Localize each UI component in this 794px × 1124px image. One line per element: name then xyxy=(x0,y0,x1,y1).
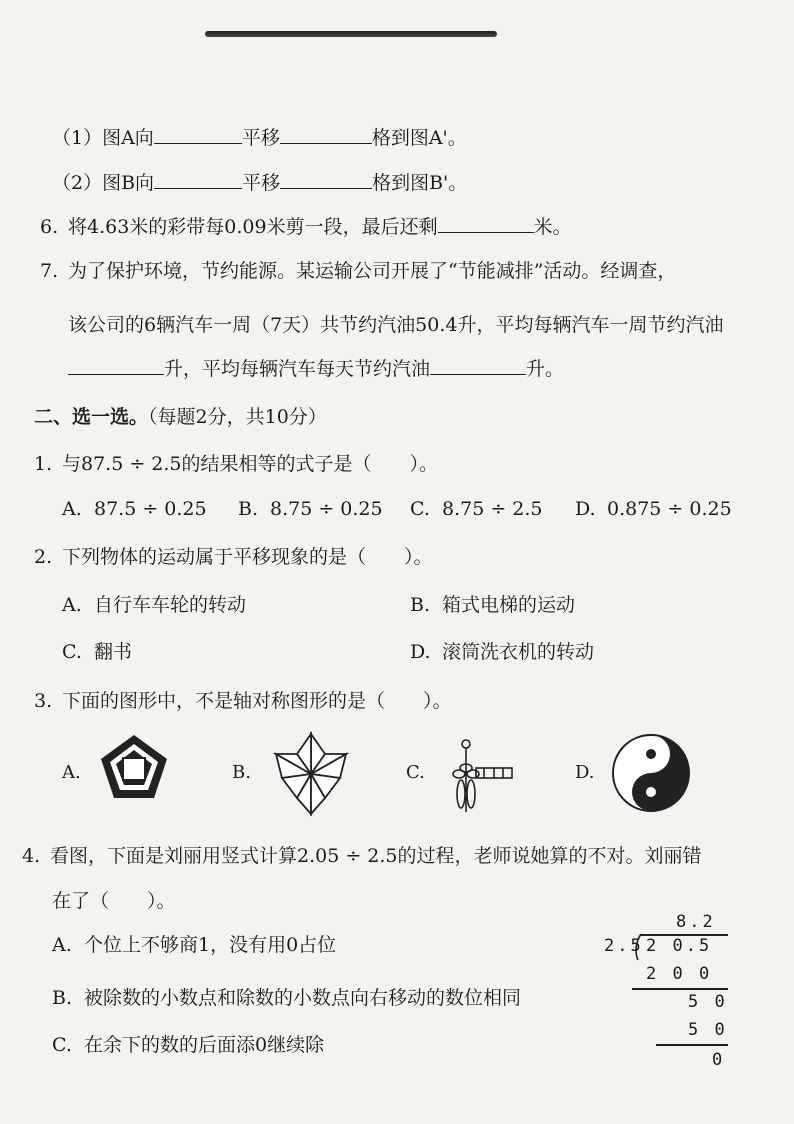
choice-2-text: 下列物体的运动属于平移现象的是（ ）。 xyxy=(62,546,433,568)
option-letter: D. xyxy=(575,498,596,520)
choice-2-option-d[interactable] xyxy=(410,639,594,665)
option-text: 自行车车轮的转动 xyxy=(94,594,247,616)
question-7-line3 xyxy=(68,356,564,382)
option-letter: A. xyxy=(62,498,82,520)
q5-part1-suffix: 格到图A'。 xyxy=(371,127,467,149)
pentagon-square-icon[interactable] xyxy=(98,732,170,802)
question-7-blank-week[interactable] xyxy=(68,356,164,375)
question-7-suffix: 升。 xyxy=(526,358,565,380)
question-7-text-3: 升，平均每辆汽车每天节约汽油 xyxy=(164,358,431,380)
question-7-text-2: 该公司的6辆汽车一周（7天）共节约汽油50.4升，平均每辆汽车一周节约汽油 xyxy=(68,314,724,336)
choice-2-option-b[interactable] xyxy=(410,592,575,618)
ld-rule-2 xyxy=(656,1044,728,1046)
question-6 xyxy=(40,214,572,240)
choice-1-option-a[interactable] xyxy=(62,496,207,522)
choice-3-option-a-letter: A. xyxy=(62,762,81,783)
choice-3-option-d-letter: D. xyxy=(575,762,595,783)
yin-yang-icon[interactable] xyxy=(610,732,692,814)
choice-1-text: 与87.5 ÷ 2.5的结果相等的式子是（ ）。 xyxy=(62,453,439,475)
question-7-line2 xyxy=(68,312,723,338)
choice-4-stem-line2 xyxy=(52,888,176,914)
question-6-number: 6. xyxy=(40,216,59,238)
ld-remainder-2: 0 xyxy=(712,1050,726,1070)
choice-1-option-c[interactable] xyxy=(410,496,543,522)
q5-part2-suffix: 格到图B'。 xyxy=(372,172,468,194)
option-text: 滚筒洗衣机的转动 xyxy=(442,641,595,663)
six-point-star-icon[interactable] xyxy=(270,730,352,818)
ld-bracket xyxy=(632,933,644,961)
top-rule xyxy=(205,31,497,37)
option-text: 被除数的小数点和除数的小数点向右移动的数位相同 xyxy=(84,987,522,1009)
q5-part2 xyxy=(52,170,467,196)
choice-3-number: 3. xyxy=(34,690,53,712)
option-letter: B. xyxy=(410,594,431,616)
q5-part2-mid: 平移 xyxy=(242,172,281,194)
choice-4-option-b[interactable] xyxy=(52,985,521,1011)
question-6-suffix: 米。 xyxy=(533,216,572,238)
option-text: 箱式电梯的运动 xyxy=(442,594,576,616)
question-6-blank[interactable] xyxy=(438,214,534,233)
option-letter: B. xyxy=(238,498,259,520)
q5-part2-blank-direction[interactable] xyxy=(154,170,242,189)
option-text: 个位上不够商1，没有用0占位 xyxy=(84,934,337,956)
choice-3-option-b-letter: B. xyxy=(232,762,251,783)
choice-3-stem xyxy=(34,688,452,714)
option-text: 在余下的数的后面添0继续除 xyxy=(84,1034,325,1056)
option-text: 8.75 ÷ 2.5 xyxy=(442,498,543,520)
q5-part2-prefix: （2）图B向 xyxy=(52,172,155,194)
ld-quotient: 8.2 xyxy=(676,912,716,932)
ld-divisor: 2.5 xyxy=(604,936,644,956)
ld-remainder-1: 5 0 xyxy=(688,992,728,1012)
question-7-blank-day[interactable] xyxy=(430,356,526,375)
q5-part1-blank-count[interactable] xyxy=(280,125,372,144)
q5-part2-blank-count[interactable] xyxy=(280,170,372,189)
choice-4-stem-line1 xyxy=(22,843,702,869)
question-6-text: 将4.63米的彩带每0.09米剪一段，最后还剩 xyxy=(68,216,438,238)
choice-2-stem xyxy=(34,544,433,570)
q5-part1-prefix: （1）图A向 xyxy=(52,127,154,149)
option-letter: C. xyxy=(62,641,82,663)
ld-step1: 2 0 0 xyxy=(646,964,713,984)
choice-4-text-2: 在了（ ）。 xyxy=(52,890,176,912)
q5-part1-mid: 平移 xyxy=(241,127,280,149)
option-letter: D. xyxy=(410,641,431,663)
option-text: 翻书 xyxy=(94,641,133,663)
choice-3-option-c-letter: C. xyxy=(406,762,425,783)
q5-part1 xyxy=(52,125,467,151)
choice-1-stem xyxy=(34,451,438,477)
question-7-text-1: 为了保护环境，节约能源。某运输公司开展了“节能减排”活动。经调查， xyxy=(68,260,677,282)
option-letter: A. xyxy=(52,934,72,956)
choice-2-number: 2. xyxy=(34,546,53,568)
choice-1-number: 1. xyxy=(34,453,53,475)
option-letter: A. xyxy=(62,594,82,616)
dragonfly-icon[interactable] xyxy=(448,732,520,816)
section-2-heading xyxy=(34,404,327,430)
option-text: 87.5 ÷ 0.25 xyxy=(94,498,207,520)
option-text: 8.75 ÷ 0.25 xyxy=(270,498,383,520)
ld-step2: 5 0 xyxy=(688,1020,728,1040)
option-text: 0.875 ÷ 0.25 xyxy=(607,498,732,520)
question-7-number: 7. xyxy=(40,260,59,282)
q5-part1-blank-direction[interactable] xyxy=(154,125,242,144)
choice-2-option-c[interactable] xyxy=(62,639,132,665)
choice-4-option-a[interactable] xyxy=(52,932,336,958)
choice-3-text: 下面的图形中，不是轴对称图形的是（ ）。 xyxy=(62,690,452,712)
ld-dividend: 2 0.5 xyxy=(646,936,713,956)
choice-4-text-1: 看图，下面是刘丽用竖式计算2.05 ÷ 2.5的过程，老师说她算的不对。刘丽错 xyxy=(50,845,702,867)
section-2-title: 二、选一选。 xyxy=(34,406,149,428)
question-7-line1 xyxy=(40,258,676,284)
option-letter: B. xyxy=(52,987,73,1009)
ld-rule-1 xyxy=(632,988,728,990)
option-letter: C. xyxy=(52,1034,72,1056)
choice-1-option-b[interactable] xyxy=(238,496,383,522)
choice-4-number: 4. xyxy=(22,845,41,867)
choice-2-option-a[interactable] xyxy=(62,592,246,618)
section-2-score: （每题2分，共10分） xyxy=(148,406,327,428)
option-letter: C. xyxy=(410,498,430,520)
choice-1-option-d[interactable] xyxy=(575,496,732,522)
choice-4-option-c[interactable] xyxy=(52,1032,324,1058)
